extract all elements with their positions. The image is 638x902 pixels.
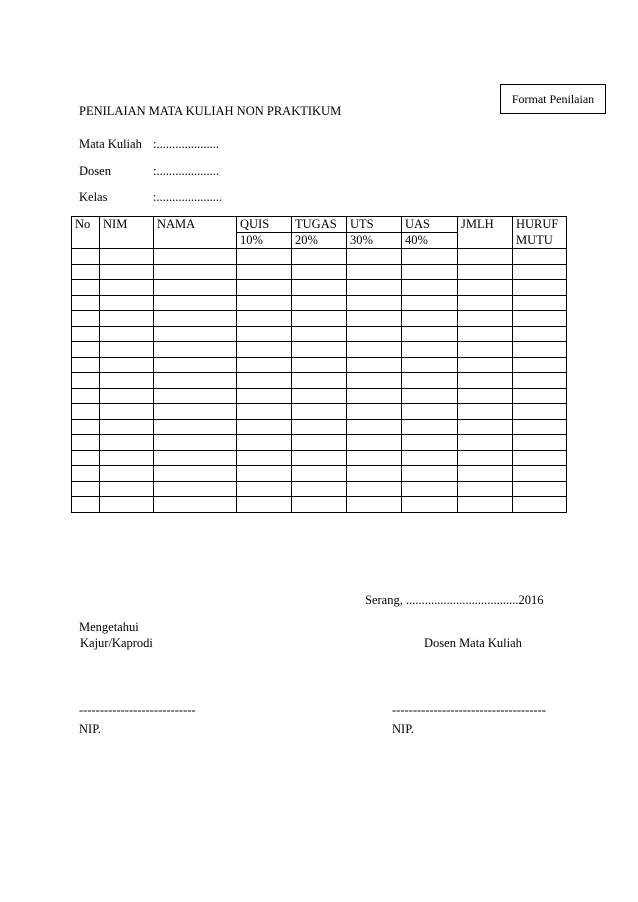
- table-cell: [292, 357, 347, 373]
- table-cell: [72, 404, 100, 420]
- table-cell: [72, 450, 100, 466]
- table-cell: [154, 481, 237, 497]
- table-cell: [347, 466, 402, 482]
- header-mutu: MUTU: [513, 233, 567, 249]
- table-cell: [513, 497, 567, 513]
- table-cell: [347, 419, 402, 435]
- table-cell: [100, 357, 154, 373]
- table-cell: [347, 249, 402, 265]
- table-cell: [237, 450, 292, 466]
- table-cell: [402, 357, 458, 373]
- table-cell: [347, 295, 402, 311]
- table-cell: [402, 497, 458, 513]
- table-cell: [100, 388, 154, 404]
- table-cell: [347, 373, 402, 389]
- table-cell: [402, 450, 458, 466]
- table-cell: [347, 342, 402, 358]
- table-row: [72, 280, 567, 296]
- table-cell: [292, 450, 347, 466]
- left-nip-label: NIP.: [79, 722, 101, 736]
- field-value-dosen: :....................: [153, 164, 219, 178]
- table-cell: [237, 404, 292, 420]
- header-no: No: [72, 217, 100, 233]
- table-cell: [154, 295, 237, 311]
- table-cell: [458, 419, 513, 435]
- table-cell: [458, 435, 513, 451]
- table-cell: [513, 295, 567, 311]
- table-cell: [458, 373, 513, 389]
- table-cell: [154, 466, 237, 482]
- table-cell: [154, 280, 237, 296]
- table-cell: [72, 249, 100, 265]
- table-cell: [347, 404, 402, 420]
- table-cell: [458, 280, 513, 296]
- left-signatory-role: Kajur/Kaprodi: [80, 636, 153, 650]
- table-cell: [458, 388, 513, 404]
- header-huruf: HURUF: [513, 217, 567, 233]
- table-cell: [458, 311, 513, 327]
- table-cell: [347, 481, 402, 497]
- table-cell: [100, 481, 154, 497]
- table-header-row-top: [72, 217, 567, 233]
- field-label-mata-kuliah: Mata Kuliah: [79, 137, 142, 151]
- table-cell: [154, 342, 237, 358]
- table-header-row-bottom: [72, 233, 567, 249]
- table-cell: [72, 357, 100, 373]
- table-cell: [154, 404, 237, 420]
- table-cell: [402, 295, 458, 311]
- table-cell: [347, 435, 402, 451]
- table-row: [72, 342, 567, 358]
- table-cell: [237, 311, 292, 327]
- header-nama: NAMA: [154, 217, 237, 233]
- table-cell: [100, 419, 154, 435]
- table-cell: [100, 466, 154, 482]
- table-cell: [154, 373, 237, 389]
- table-cell: [458, 497, 513, 513]
- table-cell: [292, 342, 347, 358]
- table-cell: [402, 435, 458, 451]
- table-cell: [347, 264, 402, 280]
- table-cell: [154, 435, 237, 451]
- table-cell: [72, 481, 100, 497]
- header-jmlh: JMLH: [458, 217, 513, 233]
- table-cell: [237, 280, 292, 296]
- table-cell: [100, 404, 154, 420]
- table-cell: [292, 419, 347, 435]
- table-cell: [72, 280, 100, 296]
- table-cell: [100, 326, 154, 342]
- table-row: [72, 388, 567, 404]
- table-cell: [347, 357, 402, 373]
- header-uts-weight: 30%: [347, 233, 402, 249]
- table-row: [72, 326, 567, 342]
- header-nama-sub: [154, 233, 237, 249]
- table-cell: [100, 342, 154, 358]
- acknowledge-label: Mengetahui: [79, 620, 139, 634]
- table-cell: [72, 466, 100, 482]
- table-cell: [458, 450, 513, 466]
- table-cell: [72, 311, 100, 327]
- table-cell: [513, 466, 567, 482]
- table-cell: [347, 311, 402, 327]
- table-cell: [513, 435, 567, 451]
- table-row: [72, 404, 567, 420]
- table-cell: [154, 419, 237, 435]
- header-uas-weight: 40%: [402, 233, 458, 249]
- table-cell: [237, 264, 292, 280]
- grade-table-body: [72, 249, 567, 513]
- table-cell: [72, 435, 100, 451]
- right-signature-line: -------------------------------------: [392, 703, 547, 717]
- table-cell: [237, 388, 292, 404]
- table-cell: [347, 497, 402, 513]
- table-cell: [513, 264, 567, 280]
- table-cell: [292, 466, 347, 482]
- header-nim-sub: [100, 233, 154, 249]
- table-row: [72, 450, 567, 466]
- table-row: [72, 249, 567, 265]
- field-value-mata-kuliah: :....................: [153, 137, 219, 151]
- table-cell: [100, 249, 154, 265]
- table-cell: [458, 264, 513, 280]
- header-quis-weight: 10%: [237, 233, 292, 249]
- table-cell: [100, 295, 154, 311]
- table-cell: [72, 264, 100, 280]
- table-cell: [154, 450, 237, 466]
- table-cell: [402, 264, 458, 280]
- header-uts: UTS: [347, 217, 402, 233]
- table-cell: [237, 326, 292, 342]
- document-title: PENILAIAN MATA KULIAH NON PRAKTIKUM: [79, 104, 342, 118]
- table-cell: [513, 342, 567, 358]
- format-label-box: [500, 84, 606, 114]
- table-row: [72, 357, 567, 373]
- table-cell: [458, 342, 513, 358]
- table-cell: [513, 326, 567, 342]
- table-cell: [292, 481, 347, 497]
- format-label: Format Penilaian: [511, 92, 595, 106]
- table-cell: [292, 326, 347, 342]
- table-cell: [292, 249, 347, 265]
- table-cell: [402, 311, 458, 327]
- table-cell: [100, 311, 154, 327]
- header-uas: UAS: [402, 217, 458, 233]
- table-row: [72, 419, 567, 435]
- table-cell: [292, 404, 347, 420]
- table-cell: [402, 342, 458, 358]
- field-label-kelas: Kelas: [79, 190, 108, 204]
- table-cell: [100, 264, 154, 280]
- table-cell: [72, 388, 100, 404]
- table-cell: [347, 280, 402, 296]
- table-cell: [72, 419, 100, 435]
- table-cell: [402, 388, 458, 404]
- field-value-kelas: :.....................: [153, 190, 223, 204]
- table-cell: [292, 264, 347, 280]
- table-cell: [100, 373, 154, 389]
- table-row: [72, 481, 567, 497]
- table-cell: [72, 373, 100, 389]
- table-cell: [458, 249, 513, 265]
- table-cell: [513, 280, 567, 296]
- table-cell: [458, 295, 513, 311]
- table-cell: [292, 435, 347, 451]
- table-cell: [100, 450, 154, 466]
- right-nip-label: NIP.: [392, 722, 414, 736]
- table-cell: [402, 419, 458, 435]
- table-cell: [402, 404, 458, 420]
- table-row: [72, 373, 567, 389]
- table-cell: [154, 357, 237, 373]
- table-cell: [292, 311, 347, 327]
- table-cell: [72, 342, 100, 358]
- table-cell: [292, 295, 347, 311]
- field-label-dosen: Dosen: [79, 164, 111, 178]
- table-cell: [237, 295, 292, 311]
- table-cell: [458, 326, 513, 342]
- table-cell: [347, 450, 402, 466]
- table-cell: [458, 404, 513, 420]
- table-cell: [292, 497, 347, 513]
- table-cell: [237, 481, 292, 497]
- left-signature-line: ----------------------------: [79, 703, 196, 717]
- table-cell: [402, 466, 458, 482]
- table-cell: [154, 311, 237, 327]
- table-cell: [347, 388, 402, 404]
- table-cell: [513, 450, 567, 466]
- header-no-sub: [72, 233, 100, 249]
- right-signatory-role: Dosen Mata Kuliah: [424, 636, 522, 650]
- table-row: [72, 295, 567, 311]
- place-date: Serang, ....................................2016: [365, 593, 544, 607]
- table-cell: [100, 280, 154, 296]
- table-row: [72, 311, 567, 327]
- header-jmlh-sub: [458, 233, 513, 249]
- table-cell: [458, 466, 513, 482]
- table-cell: [458, 357, 513, 373]
- table-cell: [513, 419, 567, 435]
- table-cell: [154, 388, 237, 404]
- table-cell: [72, 497, 100, 513]
- table-cell: [402, 249, 458, 265]
- table-cell: [237, 373, 292, 389]
- grade-table: [71, 216, 567, 513]
- table-cell: [237, 466, 292, 482]
- table-cell: [292, 388, 347, 404]
- table-cell: [402, 326, 458, 342]
- table-cell: [72, 326, 100, 342]
- table-cell: [513, 481, 567, 497]
- table-cell: [402, 373, 458, 389]
- table-cell: [237, 357, 292, 373]
- table-cell: [513, 388, 567, 404]
- table-cell: [237, 342, 292, 358]
- table-row: [72, 497, 567, 513]
- table-row: [72, 466, 567, 482]
- header-nim: NIM: [100, 217, 154, 233]
- table-cell: [513, 249, 567, 265]
- header-quis: QUIS: [237, 217, 292, 233]
- table-cell: [100, 497, 154, 513]
- table-cell: [402, 280, 458, 296]
- table-cell: [154, 326, 237, 342]
- table-row: [72, 264, 567, 280]
- table-cell: [72, 295, 100, 311]
- table-cell: [513, 404, 567, 420]
- table-cell: [292, 373, 347, 389]
- table-cell: [347, 326, 402, 342]
- table-cell: [100, 435, 154, 451]
- table-cell: [237, 435, 292, 451]
- table-cell: [154, 264, 237, 280]
- table-cell: [513, 311, 567, 327]
- table-cell: [237, 497, 292, 513]
- table-cell: [402, 481, 458, 497]
- table-cell: [513, 373, 567, 389]
- table-cell: [237, 419, 292, 435]
- table-cell: [513, 357, 567, 373]
- header-tugas-weight: 20%: [292, 233, 347, 249]
- header-tugas: TUGAS: [292, 217, 347, 233]
- table-cell: [154, 249, 237, 265]
- table-cell: [458, 481, 513, 497]
- table-row: [72, 435, 567, 451]
- table-cell: [154, 497, 237, 513]
- table-cell: [292, 280, 347, 296]
- table-cell: [237, 249, 292, 265]
